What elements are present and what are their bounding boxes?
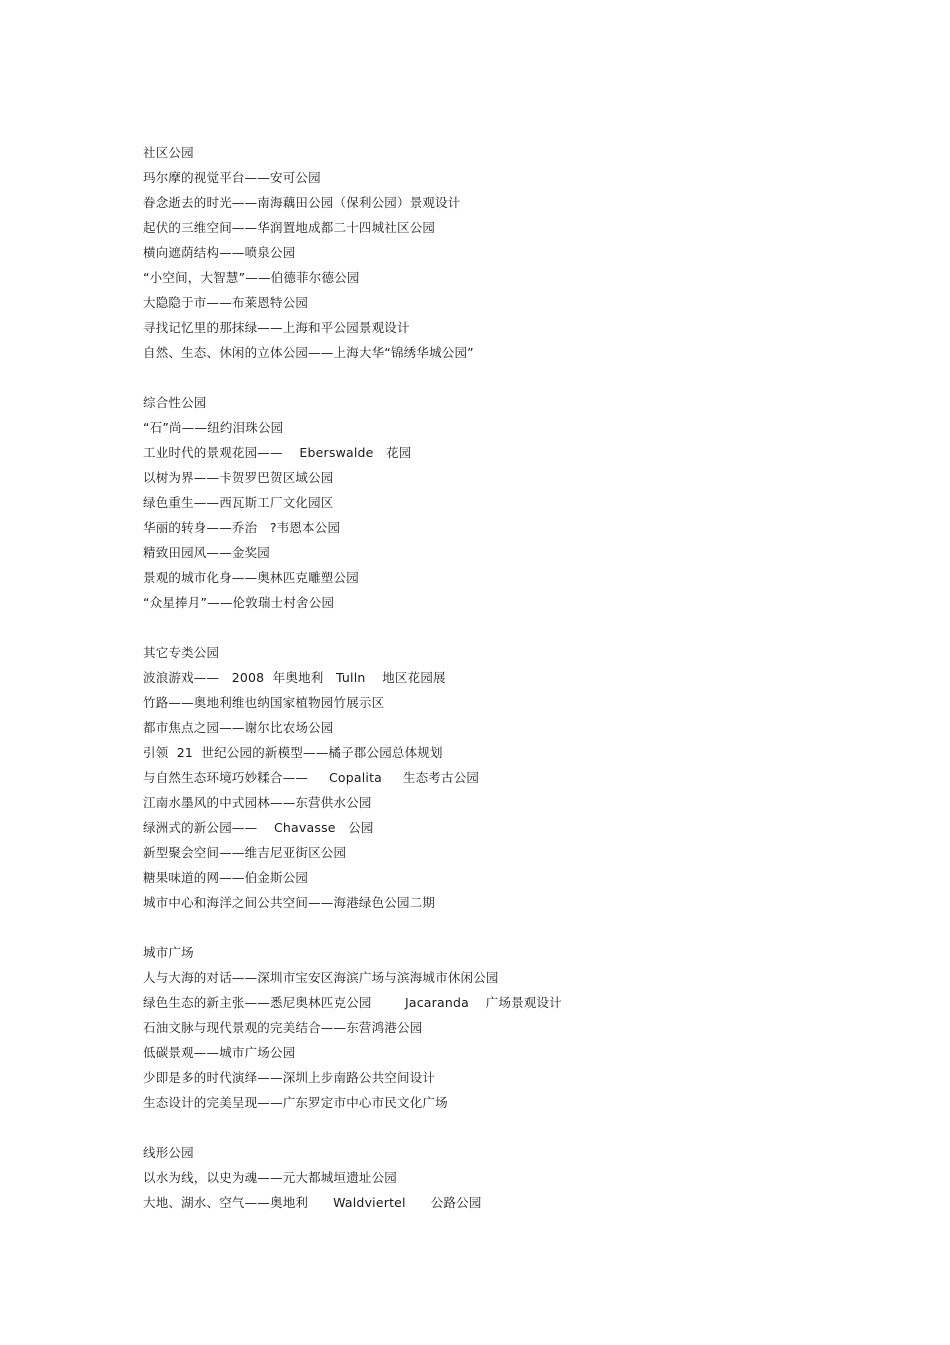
list-item: 波浪游戏—— 2008 年奥地利 Tulln 地区花园展 xyxy=(143,670,446,685)
list-item: “小空间，大智慧”——伯德菲尔德公园 xyxy=(143,270,360,285)
list-item: 竹路——奥地利维也纳国家植物园竹展示区 xyxy=(143,695,385,710)
section-linear-parks xyxy=(143,1140,903,1215)
list-item: 少即是多的时代演绎——深圳上步南路公共空间设计 xyxy=(143,1070,436,1085)
list-item: 新型聚会空间——维吉尼亚街区公园 xyxy=(143,845,347,860)
list-item: 起伏的三维空间——华润置地成都二十四城社区公园 xyxy=(143,220,436,235)
list-item: 人与大海的对话——深圳市宝安区海滨广场与滨海城市休闲公园 xyxy=(143,970,499,985)
list-item: 华丽的转身——乔治 ?韦恩本公园 xyxy=(143,520,341,535)
list-item: 石油文脉与现代景观的完美结合——东营鸿港公园 xyxy=(143,1020,423,1035)
section-heading: 线形公园 xyxy=(143,1145,194,1160)
list-item: 以水为线，以史为魂——元大都城垣遗址公园 xyxy=(143,1170,398,1185)
list-item: “石”尚——纽约泪珠公园 xyxy=(143,420,284,435)
list-item: 玛尔摩的视觉平台——安可公园 xyxy=(143,170,321,185)
list-item: 以树为界——卡贺罗巴贺区域公园 xyxy=(143,470,334,485)
list-item: 与自然生态环境巧妙糅合—— Copalita 生态考古公园 xyxy=(143,770,480,785)
section-heading: 其它专类公园 xyxy=(143,645,220,660)
list-item: 江南水墨风的中式园林——东营供水公园 xyxy=(143,795,372,810)
list-item: 工业时代的景观花园—— Eberswalde 花园 xyxy=(143,445,412,460)
list-item: 低碳景观——城市广场公园 xyxy=(143,1045,296,1060)
list-item: “众星捧月”——伦敦瑞士村舍公园 xyxy=(143,595,335,610)
list-item: 绿洲式的新公园—— Chavasse 公园 xyxy=(143,820,374,835)
section-heading: 城市广场 xyxy=(143,945,194,960)
section-city-squares xyxy=(143,940,903,1115)
document-body xyxy=(143,140,903,1240)
list-item: 大地、湖水、空气——奥地利 Waldviertel 公路公园 xyxy=(143,1195,482,1210)
list-item: 精致田园风——金奖园 xyxy=(143,545,271,560)
section-community-parks xyxy=(143,140,903,365)
section-heading: 综合性公园 xyxy=(143,395,207,410)
list-item: 生态设计的完美呈现——广东罗定市中心市民文化广场 xyxy=(143,1095,448,1110)
list-item: 寻找记忆里的那抹绿——上海和平公园景观设计 xyxy=(143,320,410,335)
list-item: 眷念逝去的时光——南海藕田公园（保利公园）景观设计 xyxy=(143,195,461,210)
list-item: 横向遮荫结构——喷泉公园 xyxy=(143,245,296,260)
list-item: 景观的城市化身——奥林匹克雕塑公园 xyxy=(143,570,359,585)
list-item: 糖果味道的网——伯金斯公园 xyxy=(143,870,309,885)
list-item: 绿色重生——西瓦斯工厂文化园区 xyxy=(143,495,334,510)
list-item: 大隐隐于市——布莱恩特公园 xyxy=(143,295,309,310)
list-item: 自然、生态、休闲的立体公园——上海大华“锦绣华城公园” xyxy=(143,345,474,360)
section-special-parks xyxy=(143,640,903,915)
list-item: 都市焦点之园——谢尔比农场公园 xyxy=(143,720,334,735)
list-item: 绿色生态的新主张——悉尼奥林匹克公园 Jacaranda 广场景观设计 xyxy=(143,995,562,1010)
section-heading: 社区公园 xyxy=(143,145,194,160)
section-comprehensive-parks xyxy=(143,390,903,615)
list-item: 引领 21 世纪公园的新模型——橘子郡公园总体规划 xyxy=(143,745,443,760)
list-item: 城市中心和海洋之间公共空间——海港绿色公园二期 xyxy=(143,895,436,910)
